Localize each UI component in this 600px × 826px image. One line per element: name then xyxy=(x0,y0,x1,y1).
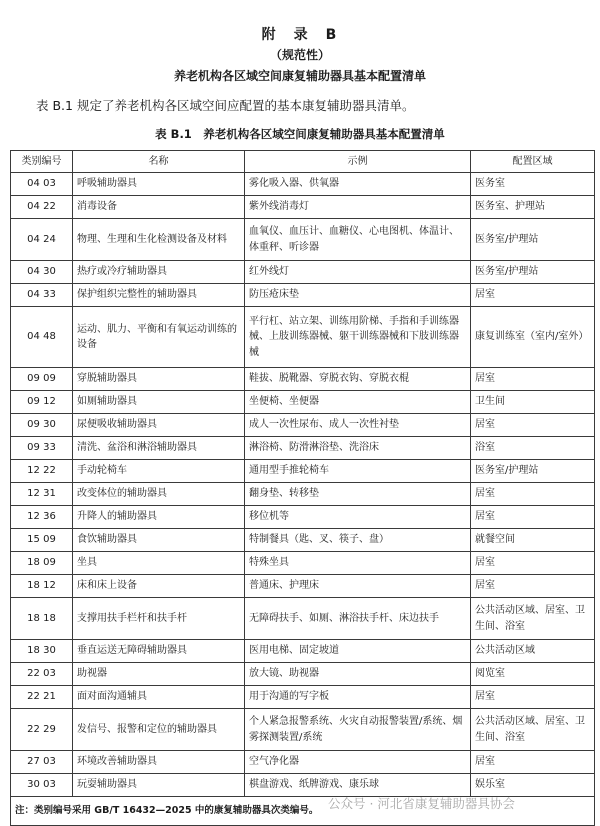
cell-example: 普通床、护理床 xyxy=(245,575,471,598)
cell-area: 居室 xyxy=(471,284,595,307)
cell-example: 紫外线消毒灯 xyxy=(245,196,471,219)
cell-example: 空气净化器 xyxy=(245,751,471,774)
cell-example: 翻身垫、转移垫 xyxy=(245,483,471,506)
cell-example: 个人紧急报警系统、火灾自动报警装置/系统、烟雾探测装置/系统 xyxy=(245,709,471,751)
cell-code: 04 48 xyxy=(11,307,73,368)
cell-name: 手动轮椅车 xyxy=(73,460,245,483)
table-row xyxy=(11,414,595,437)
table-row xyxy=(11,552,595,575)
config-table xyxy=(10,150,595,826)
cell-name: 升降人的辅助器具 xyxy=(73,506,245,529)
cell-area: 阅览室 xyxy=(471,663,595,686)
table-row xyxy=(11,391,595,414)
cell-name: 尿便吸收辅助器具 xyxy=(73,414,245,437)
table-row xyxy=(11,640,595,663)
table-row xyxy=(11,663,595,686)
cell-area: 居室 xyxy=(471,368,595,391)
cell-name: 如厕辅助器具 xyxy=(73,391,245,414)
table-row xyxy=(11,506,595,529)
table-row xyxy=(11,709,595,751)
cell-example: 特殊坐具 xyxy=(245,552,471,575)
table-row xyxy=(11,307,595,368)
cell-name: 消毒设备 xyxy=(73,196,245,219)
cell-example: 坐便椅、坐便器 xyxy=(245,391,471,414)
cell-name: 垂直运送无障碍辅助器具 xyxy=(73,640,245,663)
cell-area: 医务室/护理站 xyxy=(471,219,595,261)
cell-code: 09 33 xyxy=(11,437,73,460)
cell-example: 防压疮床垫 xyxy=(245,284,471,307)
table-row xyxy=(11,686,595,709)
cell-code: 04 30 xyxy=(11,261,73,284)
column-header-name: 名称 xyxy=(73,151,245,173)
cell-code: 18 18 xyxy=(11,598,73,640)
cell-example: 医用电梯、固定坡道 xyxy=(245,640,471,663)
cell-example: 淋浴椅、防滑淋浴垫、洗浴床 xyxy=(245,437,471,460)
table-row xyxy=(11,751,595,774)
cell-name: 助视器 xyxy=(73,663,245,686)
cell-example: 鞋拔、脱靴器、穿脱衣钩、穿脱衣棍 xyxy=(245,368,471,391)
cell-area: 医务室、护理站 xyxy=(471,196,595,219)
watermark-text: 公众号 · 河北省康复辅助器具协会 xyxy=(328,796,515,811)
cell-example: 棋盘游戏、纸牌游戏、康乐球 xyxy=(245,774,471,797)
cell-example: 用于沟通的写字板 xyxy=(245,686,471,709)
cell-area: 公共活动区域 xyxy=(471,640,595,663)
table-title: 表 B.1 养老机构各区域空间康复辅助器具基本配置清单 xyxy=(155,127,445,141)
column-header-code: 类别编号 xyxy=(11,151,73,173)
normative-label: （规范性） xyxy=(269,48,330,62)
cell-example: 红外线灯 xyxy=(245,261,471,284)
cell-area: 居室 xyxy=(471,575,595,598)
cell-area: 康复训练室（室内/室外） xyxy=(471,307,595,368)
cell-name: 改变体位的辅助器具 xyxy=(73,483,245,506)
cell-name: 坐具 xyxy=(73,552,245,575)
cell-example: 血氧仪、血压计、血糖仪、心电图机、体温计、体重秤、听诊器 xyxy=(245,219,471,261)
cell-code: 30 03 xyxy=(11,774,73,797)
cell-name: 发信号、报警和定位的辅助器具 xyxy=(73,709,245,751)
table-row xyxy=(11,575,595,598)
cell-name: 支撑用扶手栏杆和扶手杆 xyxy=(73,598,245,640)
document-title: 养老机构各区域空间康复辅助器具基本配置清单 xyxy=(173,69,426,83)
table-row xyxy=(11,483,595,506)
table-row xyxy=(11,173,595,196)
cell-area: 医务室 xyxy=(471,173,595,196)
cell-example: 通用型手推轮椅车 xyxy=(245,460,471,483)
cell-example: 无障碍扶手、如厕、淋浴扶手杆、床边扶手 xyxy=(245,598,471,640)
cell-name: 热疗或冷疗辅助器具 xyxy=(73,261,245,284)
table-row xyxy=(11,598,595,640)
cell-example: 放大镜、助视器 xyxy=(245,663,471,686)
cell-name: 呼吸辅助器具 xyxy=(73,173,245,196)
table-row xyxy=(11,196,595,219)
cell-name: 物理、生理和生化检测设备及材料 xyxy=(73,219,245,261)
cell-code: 04 24 xyxy=(11,219,73,261)
cell-code: 18 30 xyxy=(11,640,73,663)
cell-code: 22 21 xyxy=(11,686,73,709)
cell-area: 居室 xyxy=(471,686,595,709)
cell-example: 移位机等 xyxy=(245,506,471,529)
table-row xyxy=(11,284,595,307)
appendix-title: 附 录 B xyxy=(261,27,339,43)
cell-code: 09 12 xyxy=(11,391,73,414)
cell-code: 04 03 xyxy=(11,173,73,196)
cell-area: 居室 xyxy=(471,506,595,529)
table-row xyxy=(11,261,595,284)
cell-area: 医务室/护理站 xyxy=(471,460,595,483)
cell-name: 玩耍辅助器具 xyxy=(73,774,245,797)
cell-example: 雾化吸入器、供氧器 xyxy=(245,173,471,196)
cell-name: 保护组织完整性的辅助器具 xyxy=(73,284,245,307)
table-row xyxy=(11,437,595,460)
cell-code: 04 22 xyxy=(11,196,73,219)
cell-code: 15 09 xyxy=(11,529,73,552)
cell-code: 12 22 xyxy=(11,460,73,483)
cell-area: 居室 xyxy=(471,751,595,774)
column-header-example: 示例 xyxy=(245,151,471,173)
table-row xyxy=(11,460,595,483)
cell-area: 公共活动区域、居室、卫生间、浴室 xyxy=(471,709,595,751)
cell-code: 22 29 xyxy=(11,709,73,751)
cell-area: 卫生间 xyxy=(471,391,595,414)
cell-name: 环境改善辅助器具 xyxy=(73,751,245,774)
intro-paragraph: 表 B.1 规定了养老机构各区域空间应配置的基本康复辅助器具清单。 xyxy=(36,98,415,113)
table-row xyxy=(11,529,595,552)
cell-area: 公共活动区域、居室、卫生间、浴室 xyxy=(471,598,595,640)
cell-example: 平行杠、站立架、训练用阶梯、手指和手训练器械、上肢训练器械、躯干训练器械和下肢训练器械 xyxy=(245,307,471,368)
cell-area: 浴室 xyxy=(471,437,595,460)
column-header-area: 配置区域 xyxy=(471,151,595,173)
table-body xyxy=(11,173,595,797)
cell-area: 医务室/护理站 xyxy=(471,261,595,284)
cell-code: 18 09 xyxy=(11,552,73,575)
cell-code: 22 03 xyxy=(11,663,73,686)
cell-name: 食饮辅助器具 xyxy=(73,529,245,552)
table-note: 注：类别编号采用 GB/T 16432—2025 中的康复辅助器具次类编号。 xyxy=(11,797,595,826)
cell-area: 就餐空间 xyxy=(471,529,595,552)
cell-name: 运动、肌力、平衡和有氧运动训练的设备 xyxy=(73,307,245,368)
cell-area: 居室 xyxy=(471,414,595,437)
cell-name: 清洗、盆浴和淋浴辅助器具 xyxy=(73,437,245,460)
cell-name: 面对面沟通辅具 xyxy=(73,686,245,709)
cell-example: 成人一次性尿布、成人一次性衬垫 xyxy=(245,414,471,437)
cell-area: 居室 xyxy=(471,483,595,506)
table-row xyxy=(11,219,595,261)
cell-example: 特制餐具（匙、叉、筷子、盘） xyxy=(245,529,471,552)
cell-code: 09 09 xyxy=(11,368,73,391)
table-header-row xyxy=(11,151,595,173)
cell-name: 穿脱辅助器具 xyxy=(73,368,245,391)
cell-code: 18 12 xyxy=(11,575,73,598)
cell-code: 12 36 xyxy=(11,506,73,529)
cell-area: 娱乐室 xyxy=(471,774,595,797)
cell-code: 12 31 xyxy=(11,483,73,506)
cell-area: 居室 xyxy=(471,552,595,575)
cell-code: 09 30 xyxy=(11,414,73,437)
cell-code: 27 03 xyxy=(11,751,73,774)
table-row xyxy=(11,368,595,391)
cell-name: 床和床上设备 xyxy=(73,575,245,598)
cell-code: 04 33 xyxy=(11,284,73,307)
